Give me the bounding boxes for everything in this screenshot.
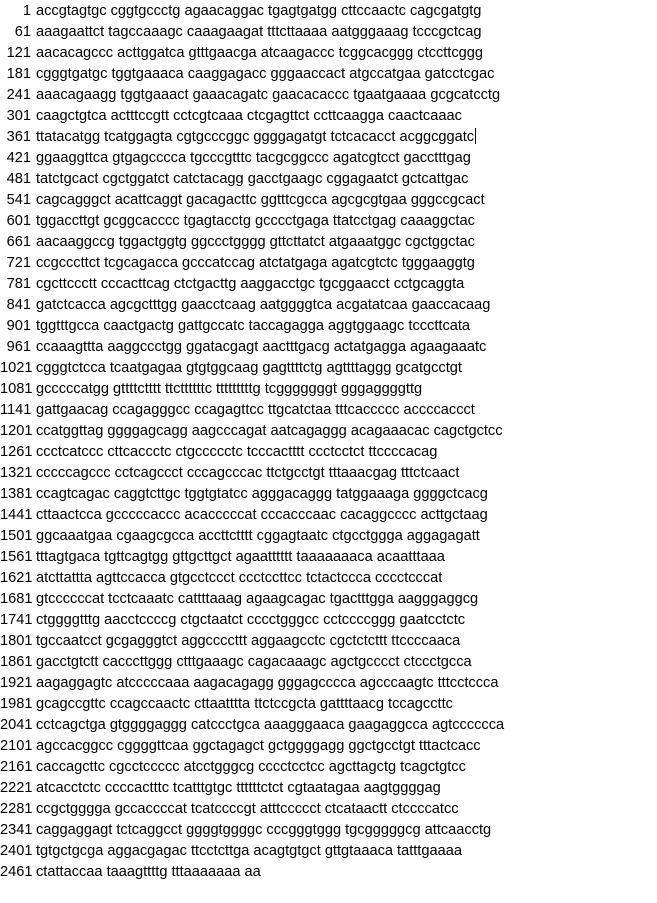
line-sequence: gcagccgttc ccagccaactc cttaatttta ttctccgcta gattttaacg tccagccttc xyxy=(36,696,453,712)
sequence-line xyxy=(0,820,657,841)
line-position-number: 1681 xyxy=(0,591,33,607)
sequence-line xyxy=(0,148,657,169)
line-position-number: 121 xyxy=(6,45,31,61)
sequence-line xyxy=(0,757,657,778)
sequence-line xyxy=(0,610,657,631)
line-sequence: cgggtctcca tcaatgagaa gtgtggcaag gagttttctg agttttaggg gcatgcctgt xyxy=(36,360,462,376)
line-position-number: 481 xyxy=(6,171,31,187)
sequence-line xyxy=(0,862,657,883)
sequence-line xyxy=(0,463,657,484)
sequence-line xyxy=(0,736,657,757)
line-position-number: 1261 xyxy=(0,444,33,460)
line-position-number: 301 xyxy=(6,108,31,124)
line-sequence: ccctcatccc cttcaccctc ctgccccctc tcccactttt ccctcctct ttccccacag xyxy=(36,444,438,460)
sequence-line xyxy=(0,295,657,316)
line-position-number: 1981 xyxy=(0,696,33,712)
line-position-number: 1561 xyxy=(0,549,33,565)
line-sequence: ccgctgggga gccaccccat tcatccccgt atttccccct ctcataactt ctccccatcc xyxy=(36,801,459,817)
line-position-number: 901 xyxy=(6,318,31,334)
line-sequence: cccccagccc cctcagccct cccagcccac ttctgcctgt tttaaacgag tttctcaact xyxy=(36,465,460,481)
sequence-line xyxy=(0,400,657,421)
sequence-line xyxy=(0,589,657,610)
sequence-line xyxy=(0,337,657,358)
line-position-number: 2221 xyxy=(0,780,33,796)
line-sequence: ccagtcagac caggtcttgc tggtgtatcc agggacaggg tatggaaaga ggggctcacg xyxy=(36,486,488,502)
sequence-line xyxy=(0,358,657,379)
sequence-line xyxy=(0,1,657,22)
sequence-line xyxy=(0,85,657,106)
sequence-line xyxy=(0,169,657,190)
line-sequence: gacctgtctt cacccttggg ctttgaaagc cagacaaagc agctgcccct ctccctgcca xyxy=(36,654,472,670)
line-position-number: 2401 xyxy=(0,843,33,859)
line-sequence: gattgaacag ccagagggcc ccagagttcc ttgcatctaa tttcaccccc accccaccct xyxy=(36,402,475,418)
sequence-line xyxy=(0,505,657,526)
line-sequence: aacacagccc acttggatca gtttgaacga atcaagaccc tcggcacggg ctccttcggg xyxy=(36,45,484,61)
line-position-number: 1381 xyxy=(0,486,33,502)
line-sequence: cttaactcca gcccccaccc acacccccat cccacccaac cacaggcccc acttgctaag xyxy=(36,507,488,523)
line-position-number: 781 xyxy=(6,276,31,292)
sequence-line xyxy=(0,715,657,736)
line-position-number: 1081 xyxy=(0,381,33,397)
line-position-number: 1441 xyxy=(0,507,33,523)
line-position-number: 1801 xyxy=(0,633,33,649)
line-sequence: tatctgcact cgctggatct catctacagg gacctgaagc cggagaatct gctcattgac xyxy=(36,171,469,187)
sequence-line xyxy=(0,673,657,694)
line-sequence: tggaccttgt gcggcacccc tgagtacctg gcccctgaga ttatcctgag caaaggctac xyxy=(36,213,475,229)
line-position-number: 2461 xyxy=(0,864,33,880)
line-sequence: ctattaccaa taaagttttg tttaaaaaaa aa xyxy=(36,864,261,880)
line-position-number: 2101 xyxy=(0,738,33,754)
line-sequence: ccaaagttta aaggccctgg ggatacgagt aactttgacg actatgagga agaagaaatc xyxy=(36,339,487,355)
sequence-text-area[interactable] xyxy=(0,1,657,883)
line-position-number: 961 xyxy=(6,339,31,355)
line-sequence: cgggtgatgc tggtgaaaca caaggagacc gggaaccact atgccatgaa gatcctcgac xyxy=(36,66,495,82)
line-sequence: ggcaaatgaa cgaagcgcca accttctttt cggagtaatc ctgcctggga aggagagatt xyxy=(36,528,480,544)
line-sequence: aaacagaagg tggtgaaact gaaacagatc gaacacaccc tgaatgaaaa gcgcatcctg xyxy=(36,87,501,103)
line-sequence: gtccccccat tcctcaaatc cattttaaag agaagcagac tgactttgga aagggaggcg xyxy=(36,591,479,607)
sequence-line xyxy=(0,652,657,673)
line-sequence: ggaaggttca gtgagcccca tgcccgtttc tacgcggccc agatcgtcct gacctttgag xyxy=(36,150,471,166)
line-sequence: caccagcttc cgcctccccc atcctgggcg cccctcctcc agcttagctg tcagctgtcc xyxy=(36,759,466,775)
sequence-line xyxy=(0,778,657,799)
line-position-number: 541 xyxy=(6,192,31,208)
line-sequence: gatctcacca agcgctttgg gaacctcaag aatggggtca acgatatcaa gaaccacaag xyxy=(36,297,491,313)
line-position-number: 61 xyxy=(14,24,31,40)
text-cursor xyxy=(475,128,476,144)
line-position-number: 841 xyxy=(6,297,31,313)
line-position-number: 2281 xyxy=(0,801,33,817)
line-sequence: tggtttgcca caactgactg gattgccatc taccagagga aggtggaagc tcccttcata xyxy=(36,318,471,334)
line-sequence: caggaggagt tctcaggcct ggggtggggc cccgggtggg tgcgggggcg attcaacctg xyxy=(36,822,492,838)
line-position-number: 1141 xyxy=(0,402,32,418)
line-position-number: 1021 xyxy=(0,360,33,376)
line-sequence: aagaggagtc atcccccaaa aagacagagg gggagcccca agcccaagtc tttcctccca xyxy=(36,675,499,691)
line-sequence: tgccaatcct gcgagggtct aggccccttt aggaagcctc cgctctcttt ttccccaaca xyxy=(36,633,461,649)
line-sequence: ttatacatgg tcatggagta cgtgcccggc ggggagatgt tctcacacct acggcggatc xyxy=(36,129,475,145)
sequence-line xyxy=(0,316,657,337)
line-position-number: 241 xyxy=(6,87,31,103)
sequence-line xyxy=(0,526,657,547)
sequence-line xyxy=(0,64,657,85)
line-position-number: 1921 xyxy=(0,675,33,691)
line-sequence: ccgcccttct tcgcagacca gcccatccag atctatgaga agatcgtctc tgggaaggtg xyxy=(36,255,475,271)
sequence-line xyxy=(0,694,657,715)
line-position-number: 1501 xyxy=(0,528,33,544)
sequence-line xyxy=(0,127,657,148)
line-position-number: 1321 xyxy=(0,465,33,481)
sequence-line xyxy=(0,211,657,232)
line-sequence: atcttattta agttccacca gtgcctccct ccctccttcc tctactccca cccctcccat xyxy=(36,570,443,586)
line-sequence: cagcagggct acattcaggt gacagacttc ggtttcgcca agcgcgtgaa gggccgcact xyxy=(36,192,485,208)
line-sequence: cgcttccctt cccacttcag ctctgacttg aaggacctgc tgcggaacct cctgcaggta xyxy=(36,276,465,292)
line-position-number: 2041 xyxy=(0,717,33,733)
line-sequence: atcacctctc ccccactttc tcatttgtgc ttttttctct cgtaatagaa aagtggggag xyxy=(36,780,441,796)
sequence-line xyxy=(0,484,657,505)
line-position-number: 1 xyxy=(22,3,31,19)
sequence-line xyxy=(0,568,657,589)
line-sequence: tttagtgaca tgttcagtgg gttgcttgct agaatttttt taaaaaaaca acaatttaaa xyxy=(36,549,445,565)
line-sequence: cctcagctga gtggggaggg catccctgca aaagggaaca gaagaggcca agtcccccca xyxy=(36,717,505,733)
line-position-number: 2341 xyxy=(0,822,33,838)
line-position-number: 1741 xyxy=(0,612,33,628)
line-position-number: 361 xyxy=(6,129,31,145)
line-sequence: caagctgtca actttccgtt cctcgtcaaa ctcgagttct ccttcaagga caactcaaac xyxy=(36,108,462,124)
line-position-number: 661 xyxy=(6,234,31,250)
sequence-line xyxy=(0,106,657,127)
sequence-line xyxy=(0,43,657,64)
line-position-number: 2161 xyxy=(0,759,33,775)
line-sequence: aaagaattct tagccaaagc caaagaagat tttcttaaaa aatgggaaag tcccgctcag xyxy=(36,24,482,40)
line-position-number: 181 xyxy=(6,66,31,82)
sequence-line xyxy=(0,442,657,463)
line-sequence: ctggggtttg aacctccccg ctgctaatct cccctgggcc cctccccggg gaatcctctc xyxy=(36,612,466,628)
sequence-line xyxy=(0,253,657,274)
line-sequence: accgtagtgc cggtgccctg agaacaggac tgagtgatgg cttccaactc cagcgatgtg xyxy=(36,3,482,19)
sequence-line xyxy=(0,547,657,568)
line-position-number: 421 xyxy=(6,150,31,166)
line-sequence: agccacggcc cggggttcaa ggctagagct gctggggagg ggctgcctgt tttactcacc xyxy=(36,738,481,754)
sequence-line xyxy=(0,22,657,43)
line-sequence: aacaaggccg tggactggtg ggccctgggg gttcttatct atgaaatggc cgctggctac xyxy=(36,234,475,250)
sequence-line xyxy=(0,631,657,652)
sequence-line xyxy=(0,232,657,253)
line-position-number: 721 xyxy=(6,255,31,271)
sequence-line xyxy=(0,799,657,820)
line-sequence: ccatggttag ggggagcagg aagcccagat aatcagaggg acagaaacac cagctgctcc xyxy=(36,423,503,439)
line-sequence: tgtgctgcga aggacgagac ttcctcttga acagtgtgct gttgtaaaca tatttgaaaa xyxy=(36,843,462,859)
line-sequence: gcccccatgg gttttctttt ttcttttttc tttttttttg tcgggggggt gggaggggttg xyxy=(36,381,423,397)
sequence-line xyxy=(0,379,657,400)
sequence-line xyxy=(0,274,657,295)
line-position-number: 1861 xyxy=(0,654,33,670)
line-position-number: 1201 xyxy=(0,423,33,439)
sequence-line xyxy=(0,841,657,862)
sequence-line xyxy=(0,421,657,442)
sequence-line xyxy=(0,190,657,211)
line-position-number: 601 xyxy=(6,213,31,229)
line-position-number: 1621 xyxy=(0,570,33,586)
